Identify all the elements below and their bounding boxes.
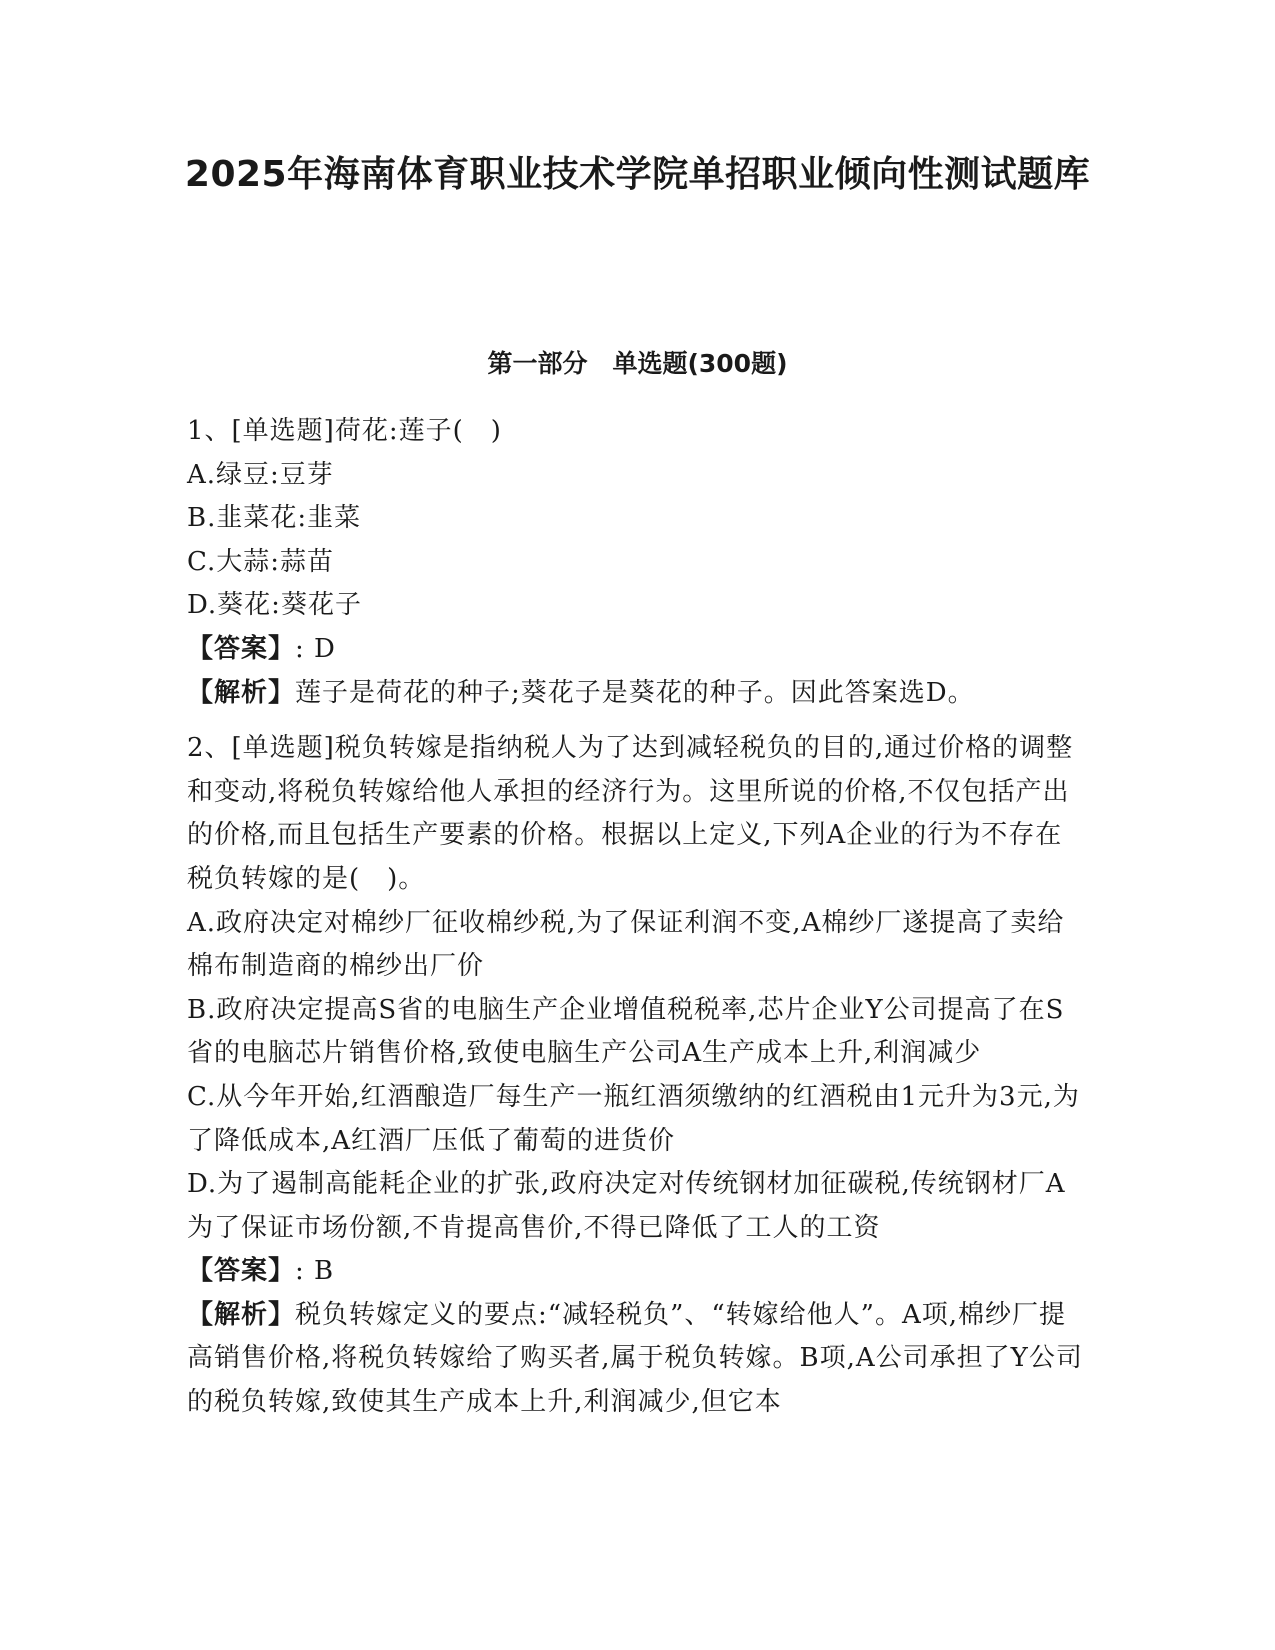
analysis-text: 莲子是荷花的种子;葵花子是葵花的种子。因此答案选D。 — [295, 677, 975, 708]
question-list — [187, 410, 1087, 1437]
option-c: C.大蒜:蒜苗 — [187, 546, 334, 577]
answer-line — [187, 628, 1087, 672]
option-d: D.葵花:葵花子 — [187, 590, 362, 621]
analysis-text: 税负转嫁定义的要点:“减轻税负”、“转嫁给他人”。A项,棉纱厂提高销售价格,将税负转嫁给了购买者,属于税负转嫁。B项,A公司承担了Y公司的税负转嫁,致使其生产成本上升,利润减少,但它本 — [187, 1299, 1083, 1418]
option-d: D.为了遏制高能耗企业的扩张,政府决定对传统钢材加征碳税,传统钢材厂A为了保证市场份额,不肯提高售价,不得已降低了工人的工资 — [187, 1169, 1066, 1243]
answer-label: 【答案】 — [187, 1256, 296, 1287]
analysis-label: 【解析】 — [187, 1299, 296, 1330]
option-c: C.从今年开始,红酒酿造厂每生产一瓶红酒须缴纳的红酒税由1元升为3元,为了降低成本,A红酒厂压低了葡萄的进货价 — [187, 1081, 1080, 1156]
option-a: A.绿豆:豆芽 — [187, 459, 334, 490]
analysis-label: 【解析】 — [187, 677, 296, 708]
answer-label: 【答案】 — [187, 633, 296, 664]
analysis-line — [187, 672, 1087, 716]
answer-line — [187, 1250, 1087, 1294]
question-2 — [187, 727, 1087, 1425]
option-b: B.韭菜花:韭菜 — [187, 503, 362, 534]
option-b: B.政府决定提高S省的电脑生产企业增值税税率,芯片企业Y公司提高了在S省的电脑芯片销售价格,致使电脑生产公司A生产成本上升,利润减少 — [187, 994, 1065, 1069]
answer-value: : B — [295, 1256, 335, 1287]
answer-value: : D — [295, 633, 336, 664]
section-title: 第一部分 单选题(300题) — [487, 349, 788, 378]
question-stem: 2、[单选题]税负转嫁是指纳税人为了达到减轻税负的目的,通过价格的调整和变动,将税负转嫁给他人承担的经济行为。这里所说的价格,不仅包括产出的价格,而且包括生产要素的价格。根据以上定义,下列A企业的行为不存在税负转嫁的是( )。 — [187, 733, 1074, 894]
document-title: 2025年海南体育职业技术学院单招职业倾向性测试题库 — [184, 154, 1091, 195]
option-a: A.政府决定对棉纱厂征收棉纱税,为了保证利润不变,A棉纱厂遂提高了卖给棉布制造商的棉纱出厂价 — [187, 907, 1065, 982]
question-1 — [187, 410, 1087, 715]
question-stem: 1、[单选题]荷花:莲子( ) — [187, 416, 502, 446]
analysis-line — [187, 1294, 1087, 1425]
